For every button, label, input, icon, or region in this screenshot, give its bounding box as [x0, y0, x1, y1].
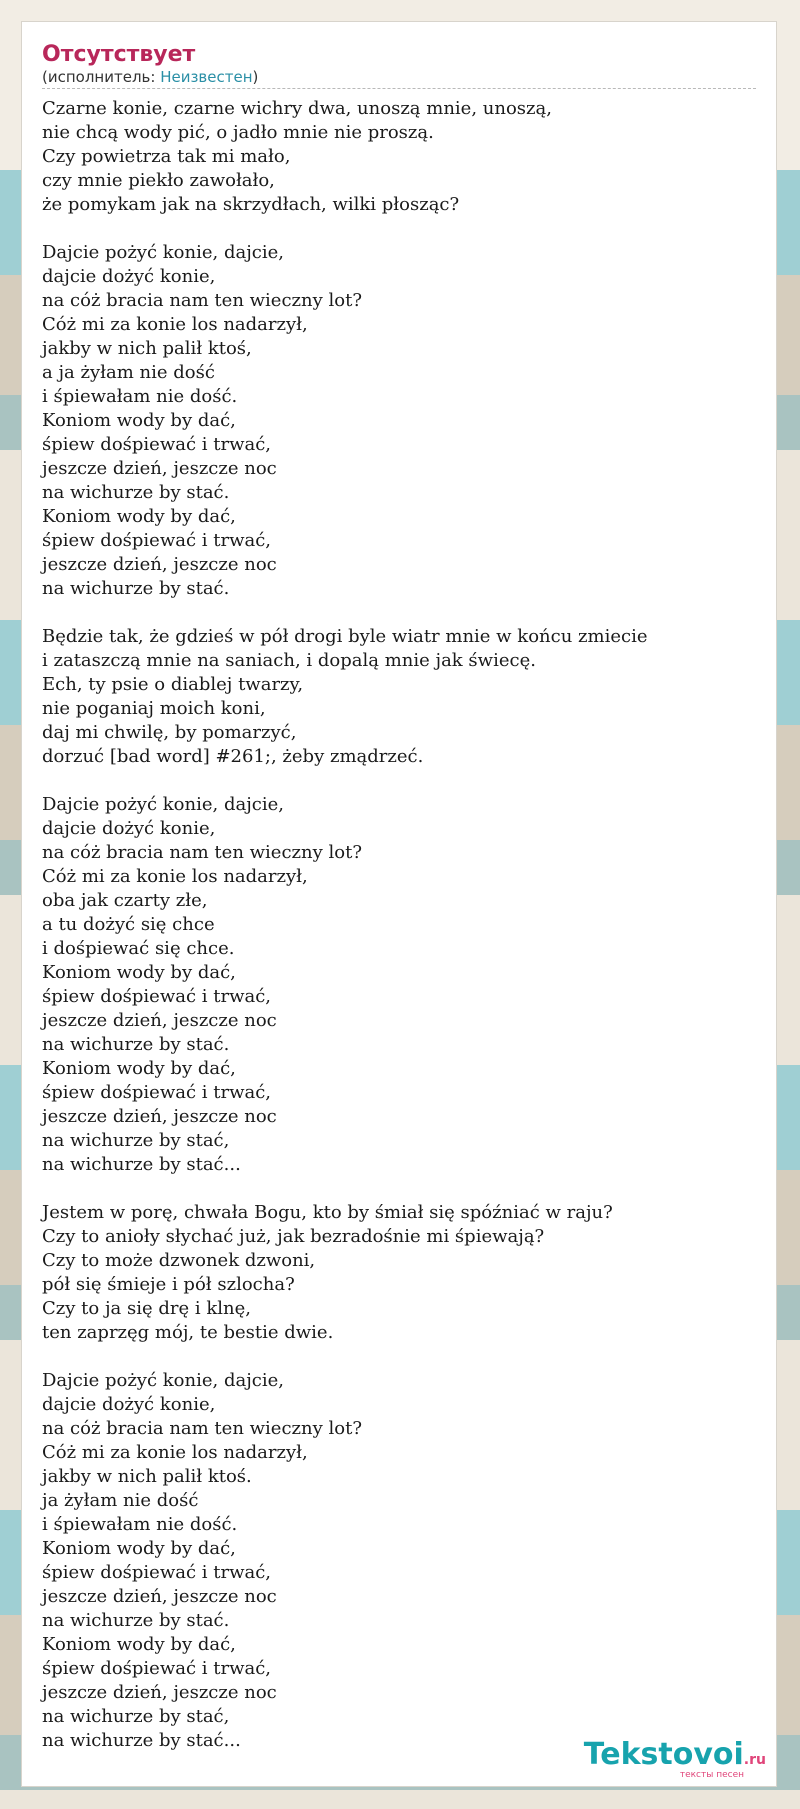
lyric-line: na cóż bracia nam ten wieczny lot?	[42, 842, 362, 863]
lyric-line: dorzuć [bad word] #261;, żeby zmądrzeć.	[42, 746, 424, 767]
lyric-line: na wichurze by stać.	[42, 1610, 230, 1631]
stanza-break	[42, 601, 756, 625]
lyric-line: Czy to może dzwonek dzwoni,	[42, 1250, 316, 1271]
lyric-line: jeszcze dzień, jeszcze noc	[42, 1106, 277, 1127]
lyric-line: ten zaprzęg mój, te bestie dwie.	[42, 1322, 334, 1343]
lyric-line: Koniom wody by dać,	[42, 506, 236, 527]
site-logo[interactable]	[583, 1737, 766, 1780]
lyric-line: śpiew dośpiewać i trwać,	[42, 530, 272, 551]
artist-prefix: (исполнитель:	[42, 68, 161, 86]
lyric-line: ja żyłam nie dość	[42, 1490, 199, 1511]
lyric-line: dajcie dożyć konie,	[42, 266, 216, 287]
lyric-line: i śpiewałam nie dość.	[42, 386, 238, 407]
lyric-line: Koniom wody by dać,	[42, 410, 236, 431]
lyric-line: Czy to ja się drę i klnę,	[42, 1298, 251, 1319]
lyric-line: pół się śmieje i pół szlocha?	[42, 1274, 295, 1295]
lyric-line: na cóż bracia nam ten wieczny lot?	[42, 290, 362, 311]
lyric-line: na wichurze by stać.	[42, 1034, 230, 1055]
lyric-line: śpiew dośpiewać i trwać,	[42, 1658, 272, 1679]
lyric-line: Czarne konie, czarne wichry dwa, unoszą mnie, unoszą,	[42, 98, 552, 119]
lyric-line: Koniom wody by dać,	[42, 1634, 236, 1655]
lyric-line: Cóż mi za konie los nadarzył,	[42, 1442, 308, 1463]
artist-line	[42, 68, 756, 89]
lyric-line: Koniom wody by dać,	[42, 1538, 236, 1559]
lyric-line: na wichurze by stać.	[42, 482, 230, 503]
lyrics-body	[42, 97, 756, 1753]
lyric-line: nie poganiaj moich koni,	[42, 698, 266, 719]
lyric-line: a tu dożyć się chce	[42, 914, 215, 935]
lyric-line: Koniom wody by dać,	[42, 962, 236, 983]
stanza-break	[42, 769, 756, 793]
song-title: Отсутствует	[42, 42, 196, 67]
lyric-line: na wichurze by stać.	[42, 578, 230, 599]
logo-tld: .ru	[743, 1752, 766, 1768]
lyric-line: Czy to anioły słychać już, jak bezradośnie mi śpiewają?	[42, 1226, 545, 1247]
lyric-line: jakby w nich palił ktoś.	[42, 1466, 252, 1487]
lyric-line: na wichurze by stać...	[42, 1730, 241, 1751]
lyric-line: Dajcie pożyć konie, dajcie,	[42, 794, 285, 815]
lyric-line: dajcie dożyć konie,	[42, 1394, 216, 1415]
lyric-line: Cóż mi za konie los nadarzył,	[42, 314, 308, 335]
lyric-line: śpiew dośpiewać i trwać,	[42, 1562, 272, 1583]
artist-link[interactable]: Неизвестен	[160, 68, 253, 86]
lyric-line: Dajcie pożyć konie, dajcie,	[42, 242, 285, 263]
lyric-line: jeszcze dzień, jeszcze noc	[42, 554, 277, 575]
lyric-line: Czy powietrza tak mi mało,	[42, 146, 291, 167]
lyric-line: na cóż bracia nam ten wieczny lot?	[42, 1418, 362, 1439]
lyric-line: jeszcze dzień, jeszcze noc	[42, 458, 277, 479]
lyric-line: na wichurze by stać,	[42, 1706, 230, 1727]
logo-tagline: тексты песен	[679, 1770, 744, 1780]
lyric-line: jeszcze dzień, jeszcze noc	[42, 1682, 277, 1703]
logo-name: Tekstovoi	[583, 1737, 744, 1772]
lyric-line: oba jak czarty złe,	[42, 890, 208, 911]
lyric-line: że pomykam jak na skrzydłach, wilki płosząc?	[42, 194, 460, 215]
lyric-line: na wichurze by stać,	[42, 1130, 230, 1151]
stanza-break	[42, 1345, 756, 1369]
lyric-line: na wichurze by stać...	[42, 1154, 241, 1175]
stanza-break	[42, 1177, 756, 1201]
lyric-line: dajcie dożyć konie,	[42, 818, 216, 839]
lyric-line: śpiew dośpiewać i trwać,	[42, 986, 272, 1007]
lyrics-card	[21, 21, 777, 1787]
lyric-line: Dajcie pożyć konie, dajcie,	[42, 1370, 285, 1391]
lyric-line: nie chcą wody pić, o jadło mnie nie proszą.	[42, 122, 434, 143]
lyric-line: jeszcze dzień, jeszcze noc	[42, 1586, 277, 1607]
stanza-break	[42, 217, 756, 241]
lyric-line: a ja żyłam nie dość	[42, 362, 215, 383]
lyric-line: jakby w nich palił ktoś,	[42, 338, 252, 359]
artist-suffix: )	[252, 68, 259, 86]
lyric-line: czy mnie piekło zawołało,	[42, 170, 275, 191]
lyric-line: i zataszczą mnie na saniach, i dopalą mnie jak świecę.	[42, 650, 536, 671]
lyric-line: daj mi chwilę, by pomarzyć,	[42, 722, 297, 743]
lyric-line: Ech, ty psie o diablej twarzy,	[42, 674, 304, 695]
lyric-line: Będzie tak, że gdzieś w pół drogi byle wiatr mnie w końcu zmiecie	[42, 626, 648, 647]
lyric-line: śpiew dośpiewać i trwać,	[42, 434, 272, 455]
lyric-line: śpiew dośpiewać i trwać,	[42, 1082, 272, 1103]
lyric-line: i śpiewałam nie dość.	[42, 1514, 238, 1535]
lyric-line: Jestem w porę, chwała Bogu, kto by śmiał się spóźniać w raju?	[42, 1202, 613, 1223]
lyric-line: i dośpiewać się chce.	[42, 938, 235, 959]
lyric-line: Koniom wody by dać,	[42, 1058, 236, 1079]
lyric-line: Cóż mi za konie los nadarzył,	[42, 866, 308, 887]
lyric-line: jeszcze dzień, jeszcze noc	[42, 1010, 277, 1031]
